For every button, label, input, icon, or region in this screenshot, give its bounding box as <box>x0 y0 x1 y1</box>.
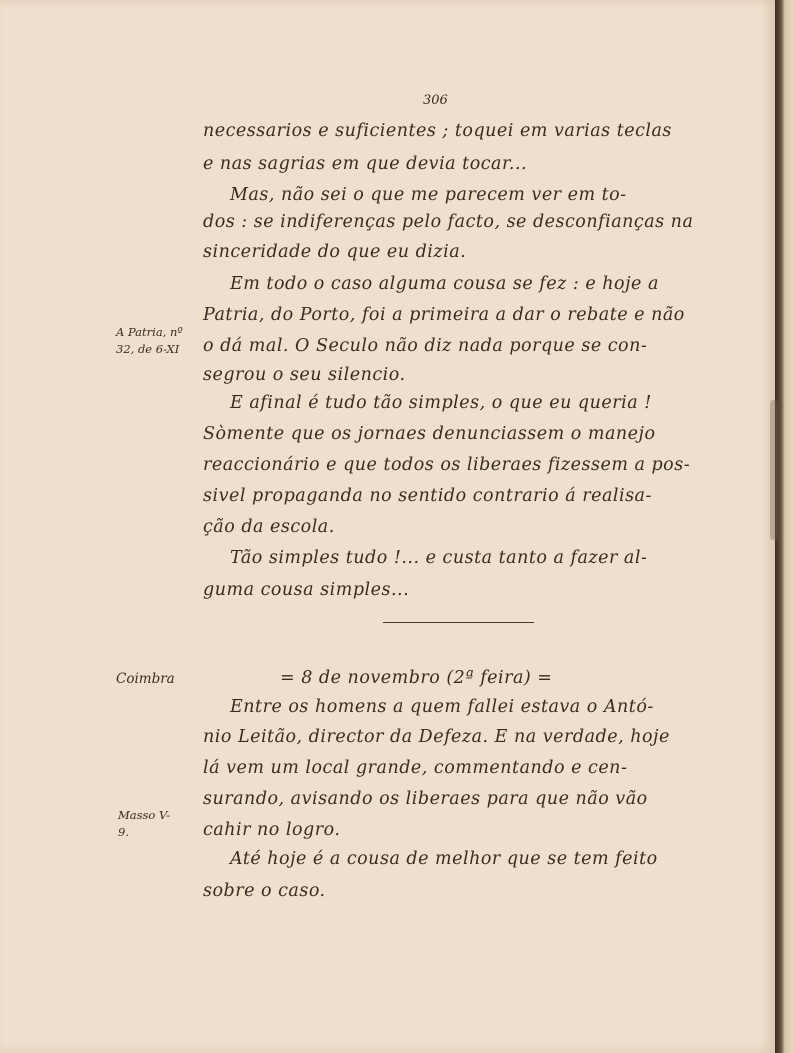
margin-note-masso: Masso V- 9. <box>118 808 171 839</box>
text-line: o dá mal. O Seculo não diz nada porque se con- <box>203 336 648 356</box>
text-line: segrou o seu silencio. <box>203 365 406 385</box>
text-line: e nas sagrias em que devia tocar... <box>203 154 528 174</box>
page-number: 306 <box>423 93 448 108</box>
text-line: reaccionário e que todos os liberaes fizessem a pos- <box>203 455 691 475</box>
text-line: Em todo o caso alguma cousa se fez : e hoje a <box>230 274 659 294</box>
text-line: dos : se indiferenças pelo facto, se desconfianças na <box>203 212 694 232</box>
text-line: sivel propaganda no sentido contrario á realisa- <box>203 486 652 506</box>
text-line: Mas, não sei o que me parecem ver em to- <box>230 185 627 205</box>
text-line: sobre o caso. <box>203 881 326 901</box>
text-line: sinceridade do que eu dizia. <box>203 242 467 262</box>
text-line: guma cousa simples... <box>203 580 410 600</box>
text-line: cahir no logro. <box>203 820 341 840</box>
page-edge-shadow <box>770 400 778 540</box>
text-line: E afinal é tudo tão simples, o que eu queria ! <box>230 393 652 413</box>
text-line: Até hoje é a cousa de melhor que se tem feito <box>230 849 658 869</box>
text-line: Tão simples tudo !... e custa tanto a fazer al- <box>230 548 648 568</box>
text-line: lá vem um local grande, commentando e cen- <box>203 758 628 778</box>
text-line: Patria, do Porto, foi a primeira a dar o rebate e não <box>203 305 685 325</box>
section-divider <box>383 622 534 623</box>
text-line: necessarios e suficientes ; toquei em varias teclas <box>203 121 672 141</box>
text-line: Entre os homens a quem fallei estava o Antó- <box>230 697 654 717</box>
margin-note-patria: A Patria, nº 32, de 6-XI <box>116 325 183 356</box>
text-line: surando, avisando os liberaes para que não vão <box>203 789 648 809</box>
date-heading: = 8 de novembro (2ª feira) = <box>280 668 553 688</box>
text-line: ção da escola. <box>203 517 335 537</box>
text-line: nio Leitão, director da Defeza. E na verdade, hoje <box>203 727 670 747</box>
text-line: Sòmente que os jornaes denunciassem o manejo <box>203 424 656 444</box>
margin-note-place: Coimbra <box>116 671 175 687</box>
